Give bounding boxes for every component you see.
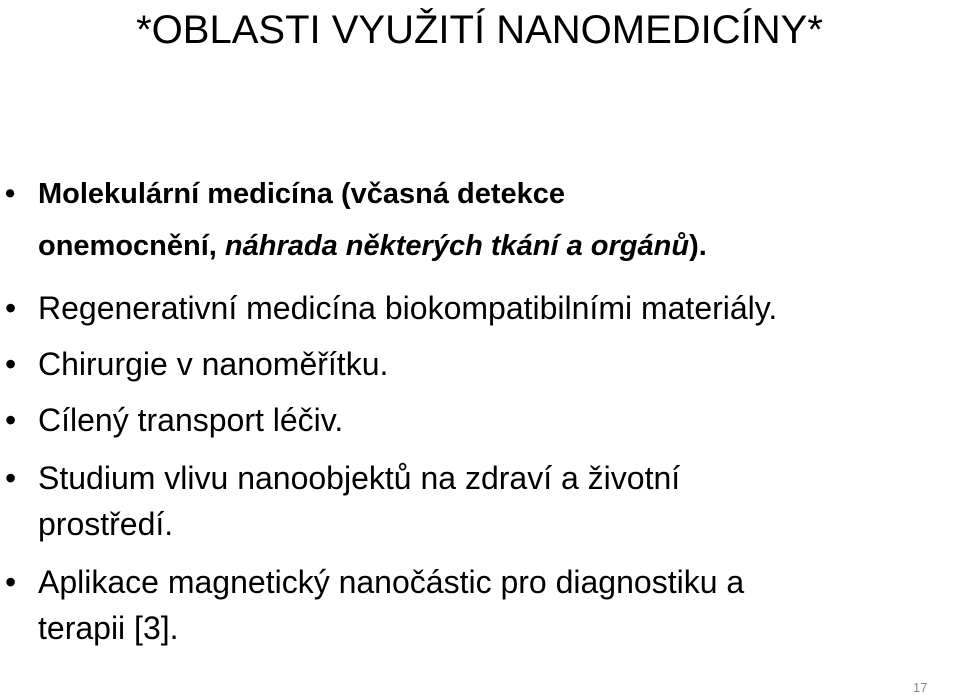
bullet-text: onemocnění, xyxy=(38,230,225,262)
slide-title: *OBLASTI VYUŽITÍ NANOMEDICÍNY* xyxy=(136,8,823,52)
bullet-line: Regenerativní medicína biokompatibilními materiály. xyxy=(38,290,778,326)
bullet-dot-icon: • xyxy=(5,346,17,382)
bullet-item-regenerative-medicine xyxy=(0,282,959,334)
bullet-text: ). xyxy=(689,230,707,262)
bullet-item-surgery xyxy=(0,338,959,390)
bullet-dot-icon: • xyxy=(5,178,16,210)
bullet-line: terapii [3]. xyxy=(38,610,179,646)
slide-page-number: 17 xyxy=(913,680,928,695)
bullet-line: Aplikace magnetický nanočástic pro diagnostiku a xyxy=(38,564,745,600)
bullet-dot-icon: • xyxy=(5,564,17,600)
bullet-dot-icon: • xyxy=(5,460,17,496)
bullet-line: prostředí. xyxy=(38,506,174,542)
bullet-line: Molekulární medicína (včasná detekce xyxy=(38,178,566,210)
bullet-line: Cílený transport léčiv. xyxy=(38,402,344,438)
bullet-list xyxy=(0,168,959,654)
bullet-item-molecular-medicine xyxy=(0,168,959,272)
bullet-dot-icon: • xyxy=(5,290,17,326)
bullet-text-italic: náhrada některých tkání a orgánů xyxy=(224,230,690,262)
bullet-item-nanoobjects-study xyxy=(0,452,959,550)
bullet-line xyxy=(38,220,959,272)
bullet-line: Chirurgie v nanoměřítku. xyxy=(38,346,389,382)
bullet-item-magnetic-nanoparticles xyxy=(0,556,959,654)
bullet-line: Studium vlivu nanoobjektů na zdraví a životní xyxy=(38,460,681,496)
bullet-dot-icon: • xyxy=(5,402,17,438)
bullet-item-drug-transport xyxy=(0,394,959,446)
